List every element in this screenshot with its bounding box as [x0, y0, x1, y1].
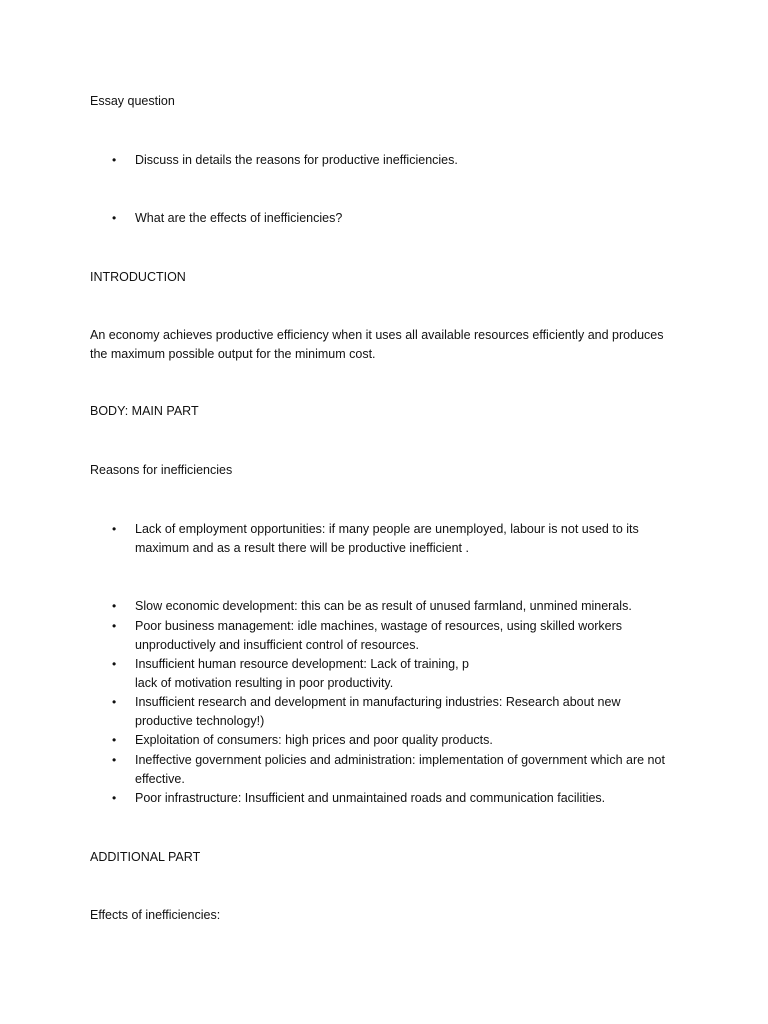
additional-heading: ADDITIONAL PART	[90, 850, 201, 864]
reason-item	[112, 751, 672, 789]
reason-text: Exploitation of consumers: high prices and poor quality products.	[135, 733, 493, 747]
question-text: What are the effects of inefficiencies?	[135, 211, 343, 225]
effects-heading: Effects of inefficiencies:	[90, 908, 221, 922]
reason-item	[112, 731, 672, 750]
reason-item	[112, 693, 672, 731]
reason-text: Insufficient research and development in manufacturing industries: Research about new productive technology!)	[135, 695, 621, 728]
bullet-icon: •	[112, 695, 117, 709]
bullet-icon: •	[112, 619, 117, 633]
bullet-icon: •	[112, 733, 117, 747]
reasons-heading: Reasons for inefficiencies	[90, 463, 233, 477]
bullet-icon: •	[112, 522, 117, 536]
bullet-icon: •	[112, 657, 117, 671]
reason-text: Slow economic development: this can be as result of unused farmland, unmined minerals.	[135, 599, 632, 613]
reason-text: Insufficient human resource development: Lack of training, p lack of motivation resulting in poor productivity.	[135, 657, 469, 690]
reason-item	[112, 655, 672, 693]
bullet-icon: •	[112, 753, 117, 767]
body-heading: BODY: MAIN PART	[90, 404, 199, 418]
introduction-heading: INTRODUCTION	[90, 270, 186, 284]
essay-heading: Essay question	[90, 94, 175, 108]
reason-item	[112, 520, 672, 558]
introduction-paragraph: An economy achieves productive efficiency when it uses all available resources efficiently and produces the maximum possible output for the minimum cost.	[90, 328, 664, 361]
question-item	[112, 209, 672, 228]
bullet-icon: •	[112, 211, 117, 225]
reason-text: Lack of employment opportunities: if many people are unemployed, labour is not used to its maximum and as a result there will be productive inefficient .	[135, 522, 639, 555]
question-text: Discuss in details the reasons for productive inefficiencies.	[135, 153, 458, 167]
bullet-icon: •	[112, 791, 117, 805]
reason-item	[112, 617, 672, 655]
reason-text: Poor business management: idle machines, wastage of resources, using skilled workers unproductively and insufficient control of resources.	[135, 619, 623, 652]
bullet-icon: •	[112, 153, 117, 167]
bullet-icon: •	[112, 599, 117, 613]
reason-item	[112, 597, 672, 616]
reason-item	[112, 789, 672, 808]
reason-text: Poor infrastructure: Insufficient and unmaintained roads and communication facilities.	[135, 791, 606, 805]
reason-text: Ineffective government policies and administration: implementation of government which are not effective.	[135, 753, 665, 786]
question-item	[112, 151, 672, 170]
